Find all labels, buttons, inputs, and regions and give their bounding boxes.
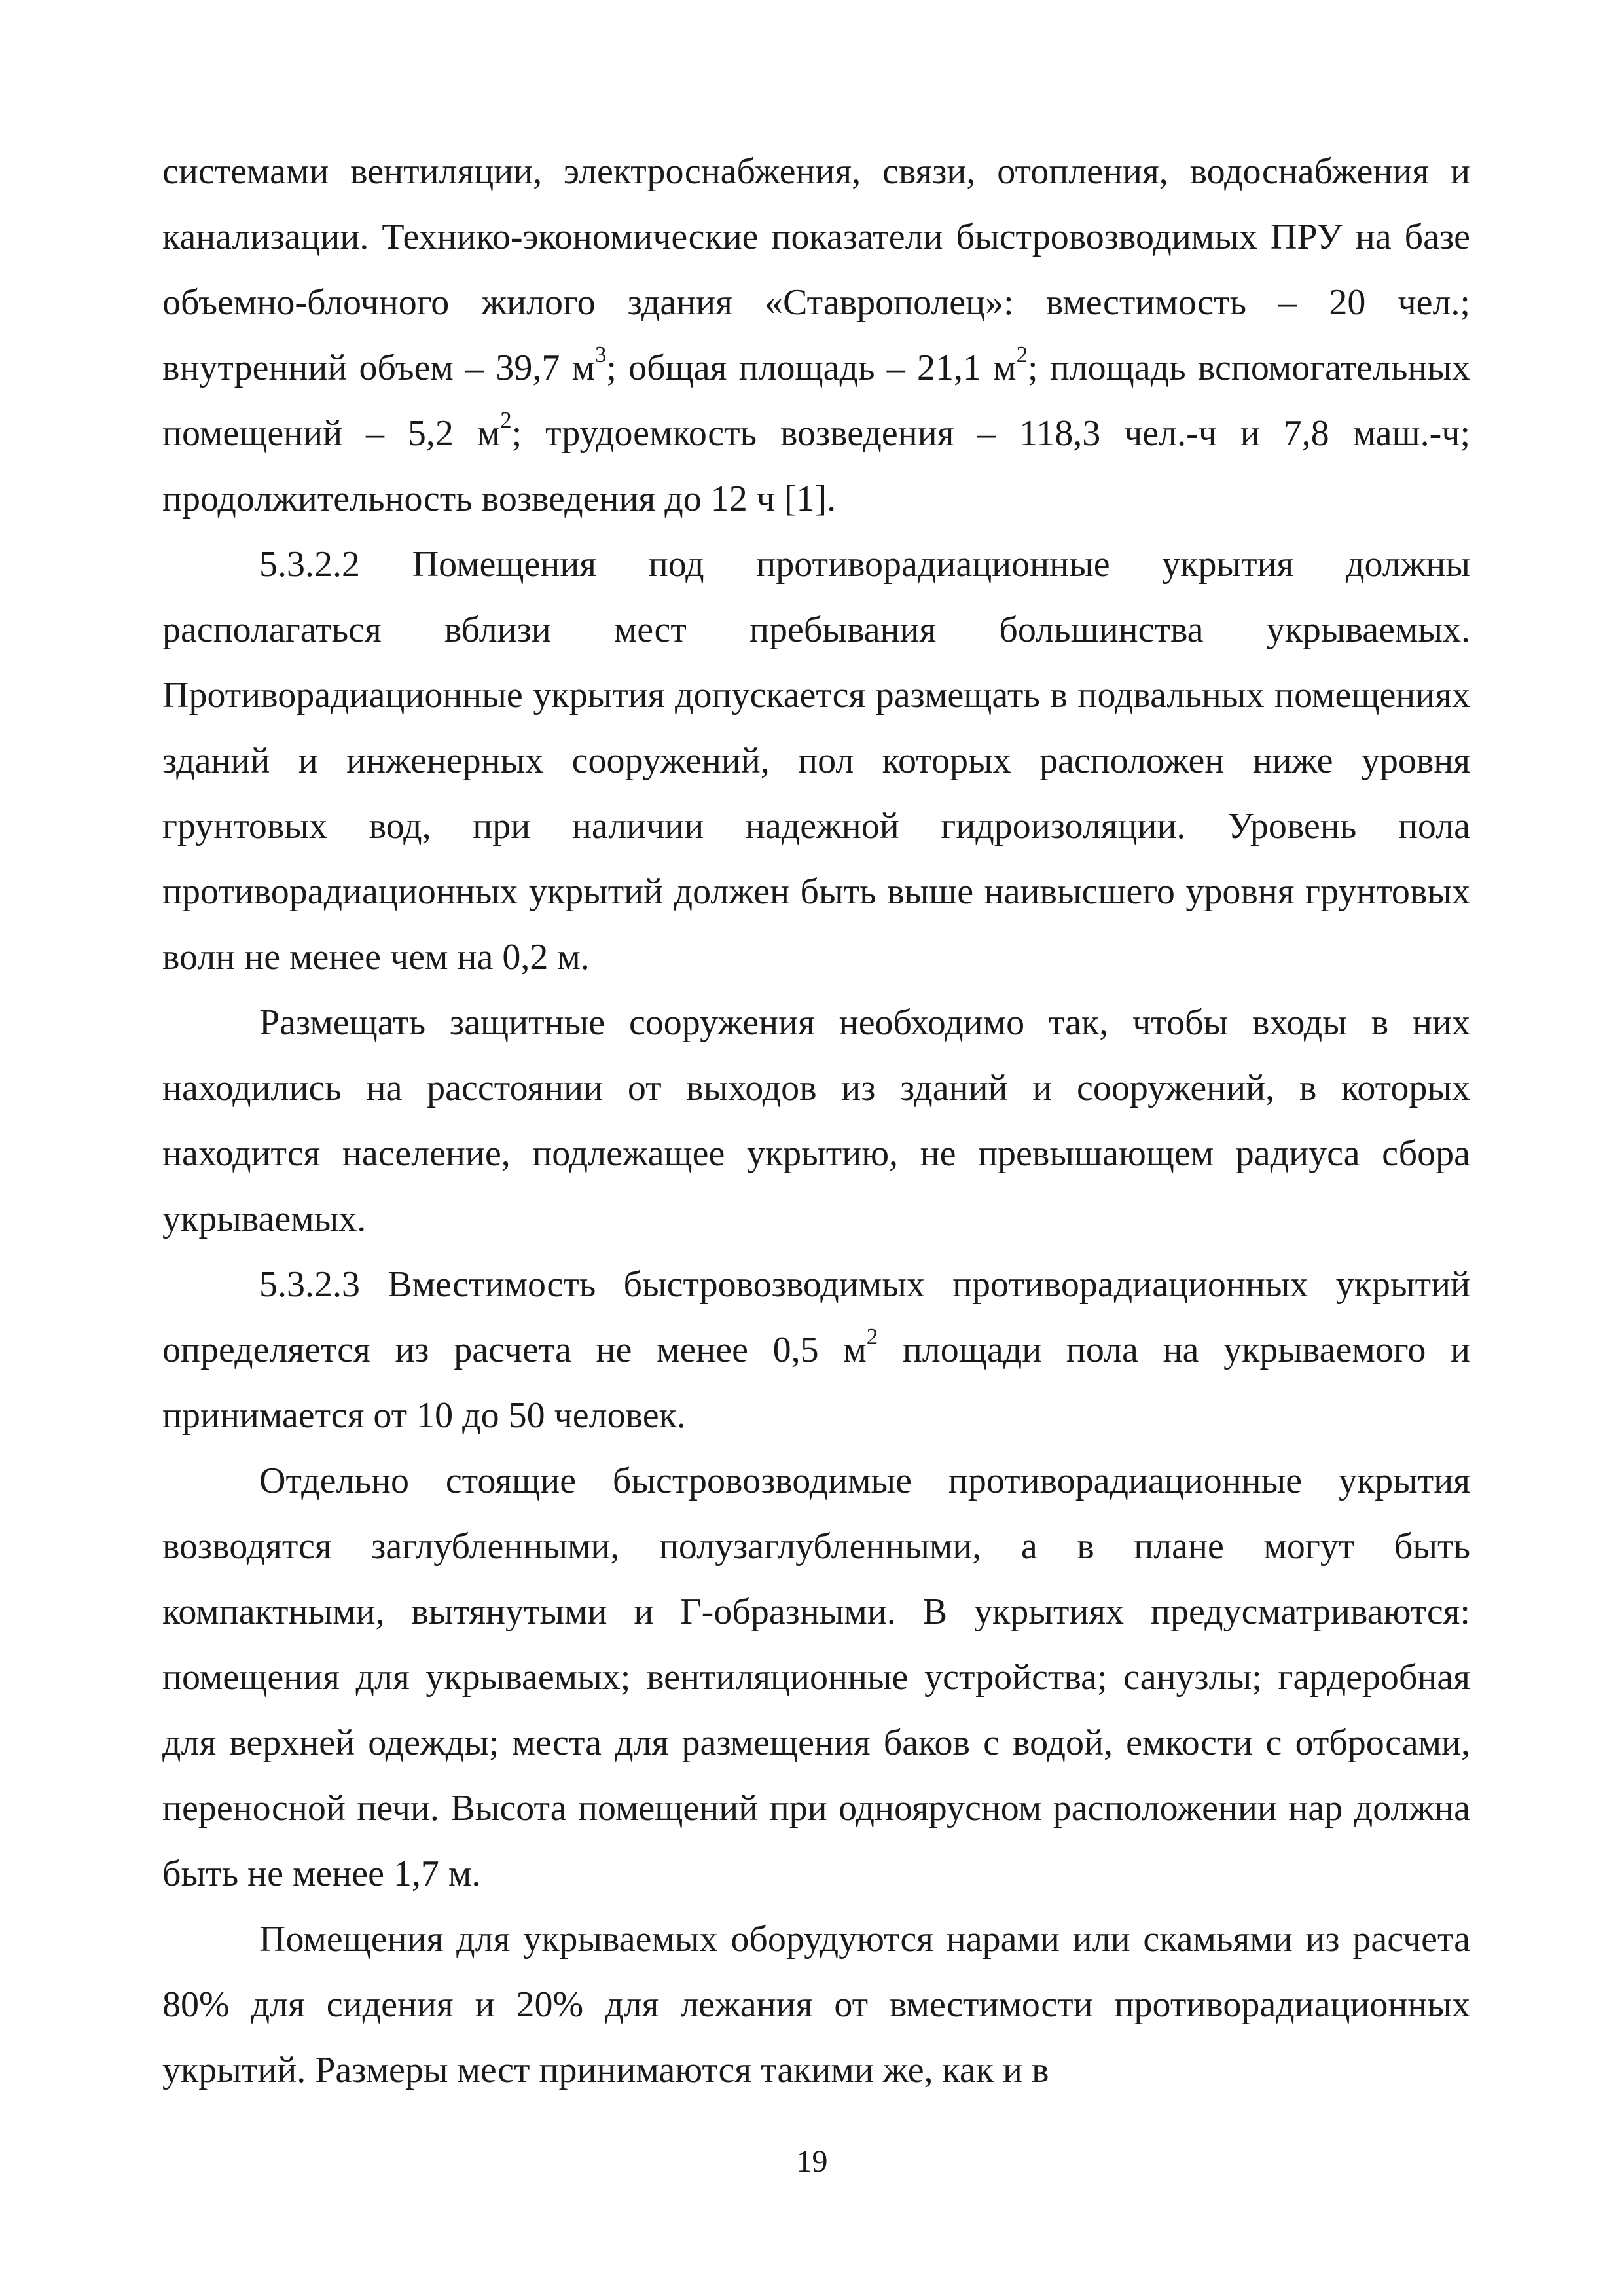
- page-number: 19: [796, 2144, 828, 2179]
- paragraph-section-5-3-2-3: 5.3.2.3 Вместимость быстровозводимых противорадиационных укрытий определяется из расчета не менее 0,5 $м^2$ площади пола на укрываемого и принимается от 10 до 50 человек.: [162, 1264, 1470, 1436]
- paragraph-shelter-equipment: Помещения для укрываемых оборудуются нарами или скамьями из расчета 80% для сидения и 20% для лежания от вместимости противорадиационных укрытий. Размеры мест принимаются такими же, как и в: [162, 1919, 1470, 2090]
- paragraph-freestanding-shelters: Отдельно стоящие быстровозводимые противорадиационные укрытия возводятся заглубленными, полузаглубленными, а в плане могут быть компактными, вытянутыми и Г-образными. В укрытиях предусматриваются: помещения для укрываемых; вентиляционные устройства; санузлы; гардеробная для верхней одежды; места для размещения баков с водой, емкости с отбросами, переносной печи. Высота помещений при одноярусном расположении нар должна быть не менее 1,7 м.: [162, 1461, 1470, 1894]
- paragraph-placement-protective-structures: Размещать защитные сооружения необходимо так, чтобы входы в них находились на расстоянии от выходов из зданий и сооружений, в которых находится население, подлежащее укрытию, не превышающем радиуса сбора укрываемых.: [162, 1002, 1470, 1239]
- paragraph-ventilation-systems: системами вентиляции, электроснабжения, связи, отопления, водоснабжения и канализации. Технико-экономические показатели быстровозводимых ПРУ на базе объемно-блочного жилого здания «Ставрополец»: вместимость – 20 чел.; внутренний объем – 39,7 $м^3$; общая площадь – 21,1 $м^2$; площадь вспомогательных помещений – 5,2 $м^2$; трудоемкость возведения – 118,3 чел.-ч и 7,8 маш.-ч; продолжительность возведения до 12 ч [1].: [162, 151, 1470, 519]
- paragraph-section-5-3-2-2: 5.3.2.2 Помещения под противорадиационные укрытия должны располагаться вблизи мест пребывания большинства укрываемых. Противорадиационные укрытия допускается размещать в подвальных помещениях зданий и инженерных сооружений, пол которых расположен ниже уровня грунтовых вод, при наличии надежной гидроизоляции. Уровень пола противорадиационных укрытий должен быть выше наивысшего уровня грунтовых волн не менее чем на 0,2 м.: [162, 544, 1470, 977]
- document-page: [162, 139, 1470, 2103]
